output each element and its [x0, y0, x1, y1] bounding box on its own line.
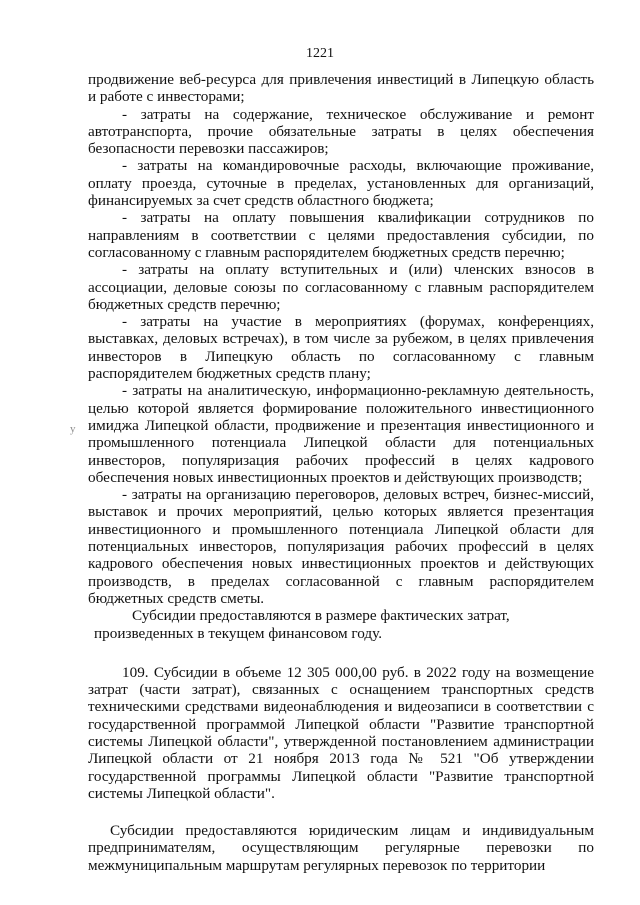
document-body	[88, 71, 594, 874]
list-item-membership-fees: - затраты на оплату вступительных и (или) членских взносов в ассоциации, деловые союзы по согласованному с главным распорядителем бюджетных средств перечню;	[88, 261, 594, 313]
paragraph-continuation: продвижение веб-ресурса для привлечения инвестиций в Липецкую область и работе с инвесторами;	[88, 71, 594, 106]
list-item-negotiations: - затраты на организацию переговоров, деловых встреч, бизнес-миссий, выставок и прочих мероприятий, целью которых является презентация инвестиционного и промышленного потенциала Липецкой области для потенциальных инвесторов, популяризация рабочих профессий в целях кадрового обеспечения новых инвестиционных проектов и действующих производств, в пределах согласованной с главным распорядителем бюджетных средств сметы.	[88, 486, 594, 607]
item-109-paragraph: 109. Субсидии в объеме 12 305 000,00 руб. в 2022 году на возмещение затрат (части затрат), связанных с оснащением транспортных средств техническими средствами видеонаблюдения и видеозаписи в соответствии с государственной программой Липецкой области "Развитие транспортной системы Липецкой области", утвержденной постановлением администрации Липецкой области от 21 ноября 2013 года № 521 "Об утверждении государственной программы Липецкой области "Развитие транспортной системы Липецкой области".	[88, 663, 594, 802]
list-item-vehicle-costs: - затраты на содержание, техническое обслуживание и ремонт автотранспорта, прочие обязательные затраты в целях обеспечения безопасности перевозки пассажиров;	[88, 105, 594, 158]
final-paragraph: Субсидии предоставляются юридическим лицам и индивидуальным предпринимателям, осуществляющим регулярные перевозки по межмуниципальным маршрутам регулярных перевозок по территории	[88, 822, 594, 874]
list-item-travel-costs: - затраты на командировочные расходы, включающие проживание, оплату проезда, суточные в пределах, установленных для организаций, финансируемых за счет средств областного бюджета;	[88, 157, 594, 210]
margin-mark: у	[70, 423, 76, 435]
subsidy-note-line-2: произведенных в текущем финансовом году.	[94, 624, 383, 642]
subsidy-note-line-1: Субсидии предоставляются в размере фактических затрат,	[132, 607, 510, 625]
list-item-training-costs: - затраты на оплату повышения квалификации сотрудников по направлениям в соответствии с целями предоставления субсидии, по согласованному с главным распорядителем бюджетных средств перечню;	[88, 209, 594, 261]
page-number: 1221	[306, 46, 334, 61]
list-item-events-participation: - затраты на участие в мероприятиях (форумах, конференциях, выставках, деловых встречах), в том числе за рубежом, в целях привлечения инвесторов в Липецкую область по согласованному с главным распорядителем бюджетных средств плану;	[88, 313, 594, 383]
list-item-analytics-advertising: - затраты на аналитическую, информационно-рекламную деятельность, целью которой является формирование положительного инвестиционного имиджа Липецкой области, продвижение и презентация инвестиционного и промышленного потенциала Липецкой области для потенциальных инвесторов, популяризация рабочих профессий в целях кадрового обеспечения новых инвестиционных проектов и действующих производств;	[88, 382, 594, 486]
